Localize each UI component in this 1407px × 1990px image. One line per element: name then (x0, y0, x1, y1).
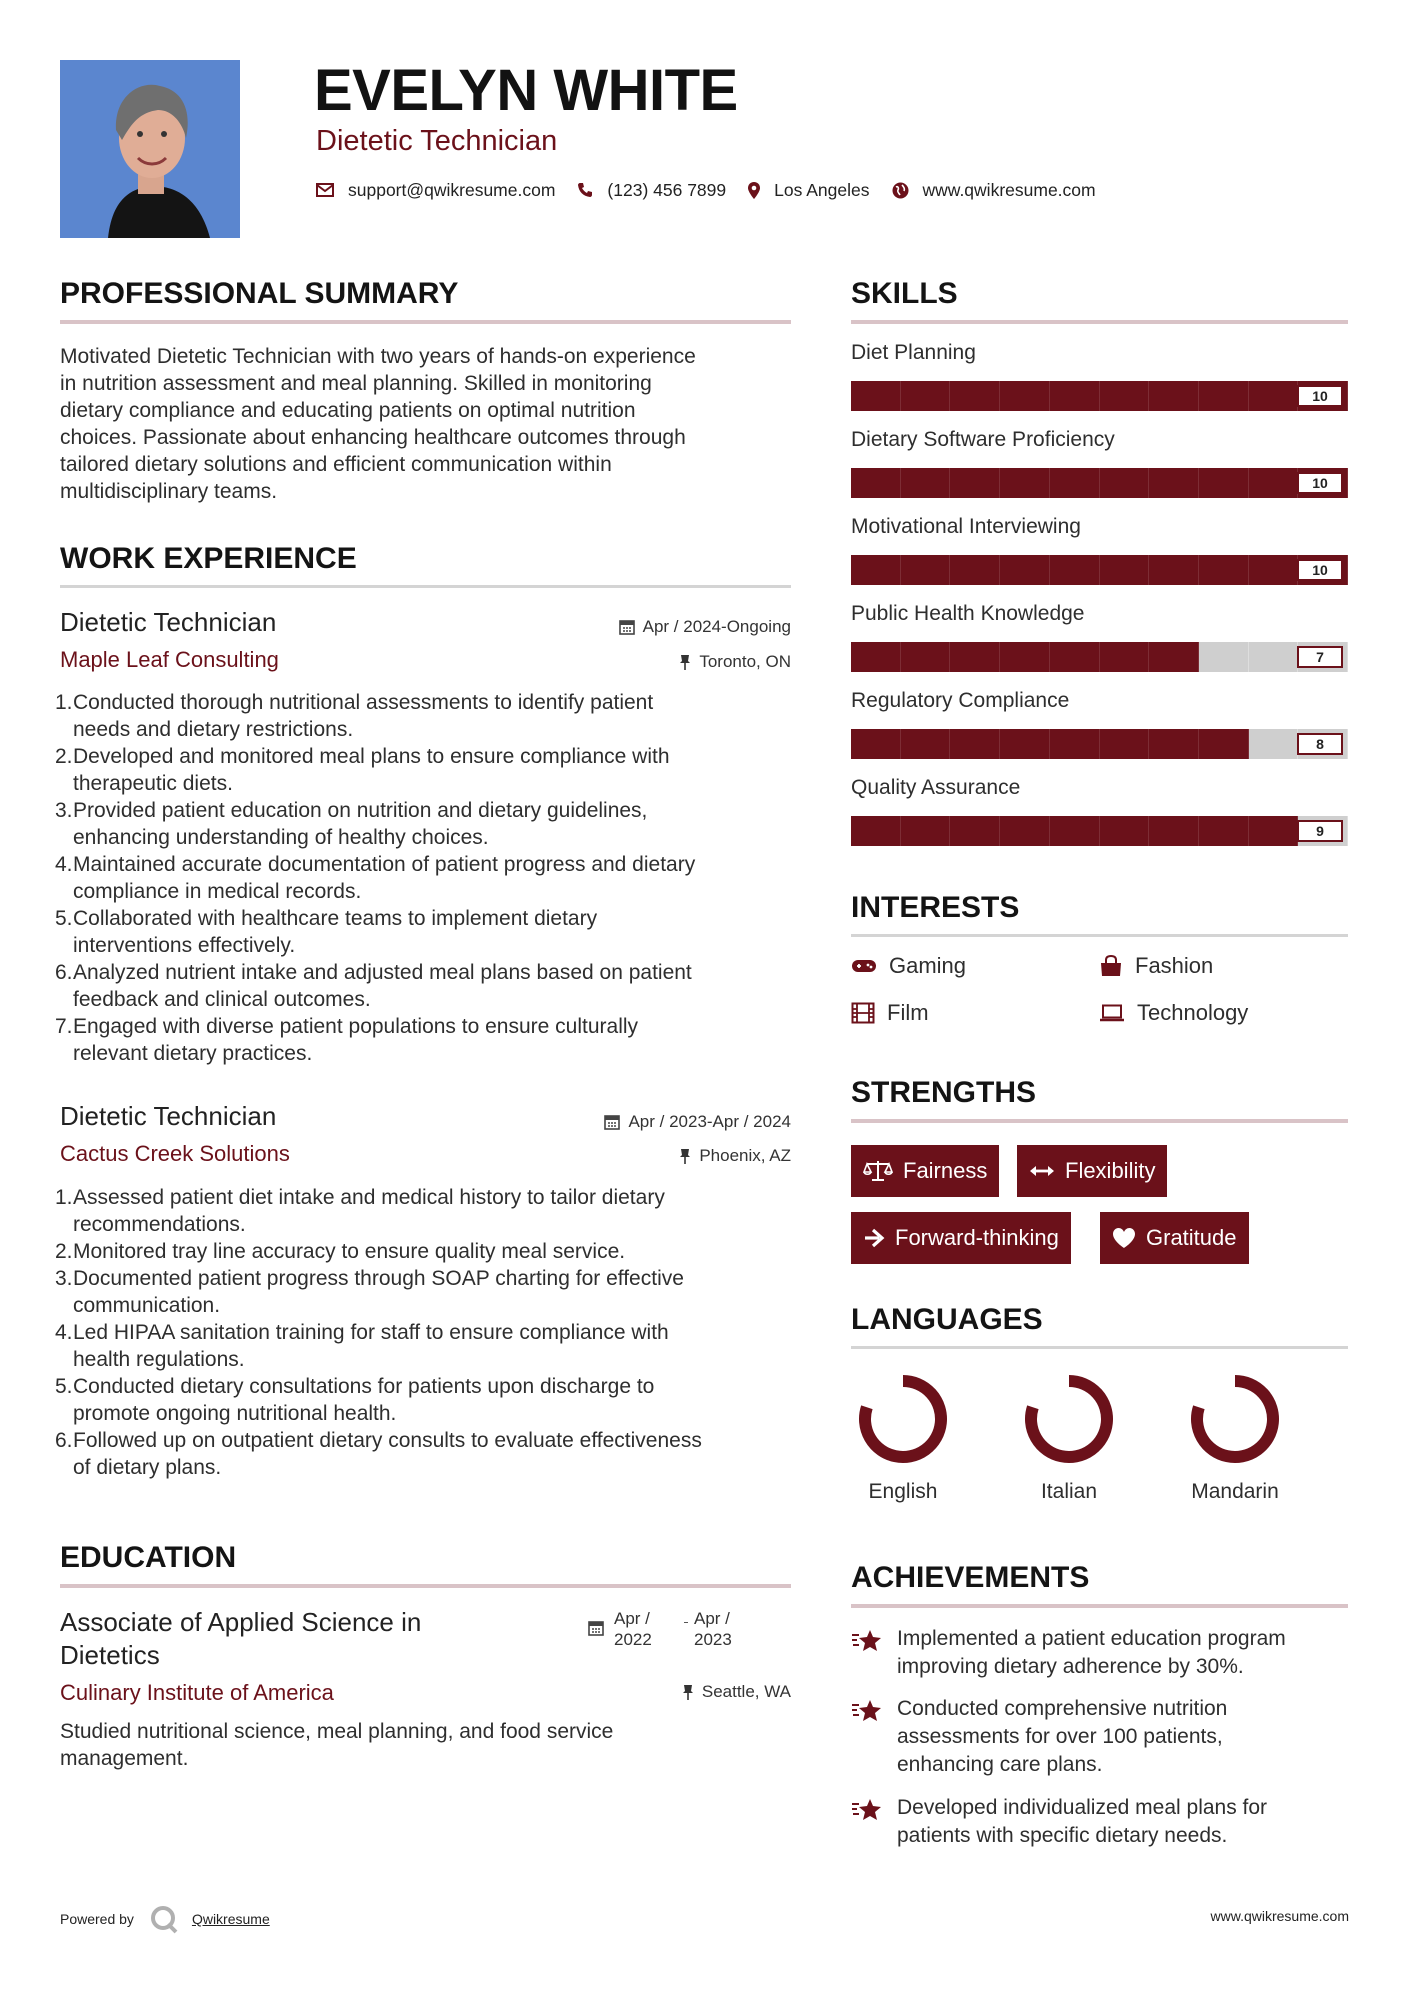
skill-bar-filled-segment (901, 468, 951, 498)
language-level-arc (1031, 1381, 1107, 1457)
website-text: www.qwikresume.com (922, 179, 1096, 200)
job-location (679, 651, 791, 673)
pushpin-icon (682, 1684, 694, 1700)
interest-technology (1099, 1000, 1248, 1026)
job-dates-text: Apr / 2023-Apr / 2024 (628, 1112, 791, 1131)
achievements-rule (851, 1604, 1348, 1608)
interest-label: Fashion (1135, 953, 1214, 978)
language-ring (1002, 1370, 1152, 1470)
skill-bar-filled-segment (1050, 555, 1100, 585)
list-item: 3. Documented patient progress through SOAP charting for effective communication. (55, 1267, 684, 1317)
interest-label: Gaming (889, 953, 967, 978)
skill-bar-empty-segment (1249, 642, 1299, 672)
education-description: Studied nutritional science, meal planning, and food service management. (60, 1720, 614, 1770)
list-item: 4. Led HIPAA sanitation training for staff to ensure compliance with health regulations. (55, 1321, 669, 1371)
calendar-icon (588, 1620, 604, 1636)
skill-label: Motivational Interviewing (851, 515, 1081, 538)
skill-bar-filled-segment (1199, 555, 1249, 585)
job-location-text: Toronto, ON (699, 652, 791, 671)
envelope-icon (316, 183, 334, 197)
skill-item (851, 427, 1348, 514)
skill-bar-filled-segment (1100, 468, 1150, 498)
skill-label: Dietary Software Proficiency (851, 428, 1115, 451)
skill-bar-filled-segment (851, 381, 901, 411)
language-label: Mandarin (1191, 1480, 1279, 1503)
skill-bar-filled-segment (1000, 642, 1050, 672)
achievement-item: Implemented a patient education program improving dietary adherence by 30%. (851, 1625, 1286, 1681)
skill-bar-filled-segment (1199, 468, 1249, 498)
skill-bar-filled-segment (851, 816, 901, 846)
strength-label: Forward-thinking (895, 1225, 1059, 1250)
list-item: 1. Assessed patient diet intake and medical history to tailor dietary recommendations. (55, 1186, 665, 1236)
skill-bar-filled-segment (1000, 381, 1050, 411)
strength-label: Fairness (903, 1158, 988, 1183)
balance-scale-icon (863, 1160, 893, 1182)
list-item: 6. Followed up on outpatient dietary consults to evaluate effectiveness of dietary plans. (55, 1429, 702, 1479)
school-name: Culinary Institute of America (60, 1680, 334, 1705)
skill-bar-filled-segment (901, 642, 951, 672)
skill-bar-filled-segment (1100, 381, 1150, 411)
strength-tag-forward-thinking (851, 1212, 1071, 1264)
education-location (682, 1681, 791, 1703)
languages-list (836, 1370, 1356, 1520)
contact-phone[interactable] (577, 180, 726, 201)
list-item: 1. Conducted thorough nutritional assessments to identify patient needs and dietary restrictions. (55, 691, 654, 741)
strength-label: Flexibility (1065, 1158, 1156, 1183)
skill-bar-filled-segment (851, 468, 901, 498)
languages-heading: LANGUAGES (851, 1303, 1043, 1336)
list-item: 5. Collaborated with healthcare teams to implement dietary interventions effectively. (55, 907, 598, 957)
skills-rule (851, 320, 1348, 324)
skill-bar-filled-segment (901, 555, 951, 585)
location-text: Los Angeles (774, 179, 870, 200)
job-dates (604, 1111, 791, 1133)
education-start: Apr / 2022 (614, 1609, 652, 1649)
award-star-icon (851, 1697, 883, 1725)
candidate-title: Dietetic Technician (316, 125, 558, 157)
pushpin-icon (679, 1148, 691, 1164)
language-label: English (868, 1480, 938, 1503)
achievements-heading: ACHIEVEMENTS (851, 1561, 1090, 1594)
work-heading: WORK EXPERIENCE (60, 542, 357, 575)
pushpin-icon (679, 654, 691, 670)
skill-bar-filled-segment (1149, 729, 1199, 759)
interest-label: Film (887, 1000, 929, 1025)
summary-line: multidisciplinary teams. (60, 480, 278, 503)
skill-bar-filled-segment (1249, 468, 1299, 498)
skill-bar-filled-segment (1050, 816, 1100, 846)
skill-bar-filled-segment (1100, 555, 1150, 585)
skill-bar-filled-segment (1149, 816, 1199, 846)
skill-bar-filled-segment (1000, 468, 1050, 498)
summary-heading: PROFESSIONAL SUMMARY (60, 277, 459, 310)
skill-bar-filled-segment (950, 555, 1000, 585)
contact-location (748, 180, 869, 201)
strength-tag-gratitude (1100, 1212, 1249, 1264)
interest-film (851, 1000, 929, 1026)
job-title: Dietetic Technician (60, 607, 277, 637)
skill-bar-filled-segment (1100, 816, 1150, 846)
skill-level-badge: 10 (1297, 385, 1343, 407)
skill-item (851, 775, 1348, 862)
skill-bar (851, 468, 1348, 498)
award-star-icon (851, 1796, 883, 1824)
skill-bar-filled-segment (950, 381, 1000, 411)
skill-bar-filled-segment (1199, 816, 1249, 846)
strengths-heading: STRENGTHS (851, 1076, 1037, 1109)
skill-bar-filled-segment (1249, 816, 1299, 846)
skill-bar-filled-segment (1249, 555, 1299, 585)
map-pin-icon (748, 182, 760, 199)
interests-heading: INTERESTS (851, 891, 1020, 924)
skill-item (851, 688, 1348, 775)
skill-bar-filled-segment (950, 729, 1000, 759)
degree-title: Associate of Applied Science in Dietetics (60, 1607, 422, 1670)
candidate-name: EVELYN WHITE (314, 58, 738, 123)
skill-bar-filled-segment (950, 816, 1000, 846)
skill-bar (851, 642, 1348, 672)
list-item: 6. Analyzed nutrient intake and adjusted meal plans based on patient feedback and clinical outcomes. (55, 961, 692, 1011)
language-item (1168, 1370, 1318, 1504)
job-company: Maple Leaf Consulting (60, 647, 279, 672)
skill-bar-filled-segment (901, 729, 951, 759)
email-text: support@qwikresume.com (348, 179, 556, 200)
footer-website[interactable]: www.qwikresume.com (1210, 1908, 1349, 1924)
education-end: Apr / 2023 (694, 1609, 732, 1649)
job-dates-text: Apr / 2024-Ongoing (642, 617, 791, 636)
summary-line: in nutrition assessment and meal planning. Skilled in monitoring (60, 372, 652, 395)
contact-bar (316, 178, 1118, 202)
skill-bar-filled-segment (1100, 729, 1150, 759)
calendar-icon (619, 619, 635, 635)
skill-bar-filled-segment (1249, 381, 1299, 411)
interest-gaming (851, 953, 966, 979)
contact-website[interactable] (892, 180, 1096, 201)
education-location-text: Seattle, WA (701, 1682, 791, 1701)
language-item (1002, 1370, 1152, 1504)
language-ring (1168, 1370, 1318, 1470)
skill-bar-filled-segment (1100, 642, 1150, 672)
strength-label: Gratitude (1146, 1225, 1237, 1250)
powered-by-text: Powered by (60, 1911, 134, 1927)
skill-item (851, 601, 1348, 688)
language-level-arc (1197, 1381, 1273, 1457)
skill-bar-filled-segment (950, 468, 1000, 498)
skill-bar (851, 729, 1348, 759)
skill-bar-filled-segment (851, 642, 901, 672)
brand-link[interactable]: Qwikresume (191, 1911, 270, 1927)
job-duties (55, 689, 795, 1067)
skill-bar (851, 816, 1348, 846)
skill-bar-empty-segment (1249, 729, 1299, 759)
list-item: 7. Engaged with diverse patient populations to ensure culturally relevant dietary practices. (55, 1015, 639, 1065)
globe-icon (892, 182, 909, 199)
language-label: Italian (1040, 1480, 1098, 1503)
language-ring (836, 1370, 986, 1470)
arrows-horizontal-icon (1029, 1164, 1055, 1178)
job-company: Cactus Creek Solutions (60, 1141, 290, 1166)
skill-level-badge: 7 (1297, 646, 1343, 668)
summary-line: tailored dietary solutions and efficient communication within (60, 453, 612, 476)
heart-icon (1112, 1227, 1136, 1249)
skill-bar (851, 381, 1348, 411)
language-level-arc (865, 1381, 941, 1457)
profile-photo (60, 60, 240, 238)
achievement-item: Conducted comprehensive nutrition assessments for over 100 patients, enhancing care plans. (851, 1695, 1227, 1779)
skill-label: Quality Assurance (851, 776, 1021, 799)
skill-bar-filled-segment (1149, 381, 1199, 411)
list-item: 2. Developed and monitored meal plans to ensure compliance with therapeutic diets. (55, 745, 670, 795)
skill-bar-filled-segment (1149, 642, 1199, 672)
skill-bar-empty-segment (1199, 642, 1249, 672)
skill-bar-filled-segment (1000, 729, 1050, 759)
skill-item (851, 514, 1348, 601)
strength-tag-fairness (851, 1145, 999, 1197)
skill-level-badge: 9 (1297, 820, 1343, 842)
gamepad-icon (851, 958, 877, 974)
job-title: Dietetic Technician (60, 1101, 277, 1131)
skill-bar-filled-segment (950, 642, 1000, 672)
film-icon (851, 1002, 875, 1024)
skill-bar-filled-segment (1149, 555, 1199, 585)
strength-tag-flexibility (1017, 1145, 1167, 1197)
shopping-bag-icon (1099, 955, 1123, 977)
laptop-icon (1099, 1004, 1125, 1022)
interest-fashion (1099, 953, 1213, 979)
skill-bar-filled-segment (1199, 729, 1249, 759)
language-item (836, 1370, 986, 1504)
job-location (679, 1145, 791, 1167)
summary-line: choices. Passionate about enhancing healthcare outcomes through (60, 426, 686, 449)
skill-level-badge: 8 (1297, 733, 1343, 755)
skill-bar-filled-segment (1050, 729, 1100, 759)
date-dash (684, 1622, 688, 1650)
skill-bar-filled-segment (851, 729, 901, 759)
education-rule (60, 1584, 791, 1588)
skill-bar-filled-segment (1000, 816, 1050, 846)
list-item: 3. Provided patient education on nutrition and dietary guidelines, enhancing understanding of healthy choices. (55, 799, 648, 849)
education-heading: EDUCATION (60, 1541, 237, 1574)
summary-rule (60, 320, 791, 324)
languages-rule (851, 1346, 1348, 1349)
list-item: 5. Conducted dietary consultations for patients upon discharge to promote ongoing nutritional health. (55, 1375, 655, 1425)
list-item: 2. Monitored tray line accuracy to ensure quality meal service. (55, 1240, 626, 1263)
list-item: 4. Maintained accurate documentation of patient progress and dietary compliance in medical records. (55, 853, 696, 903)
skill-bar-filled-segment (851, 555, 901, 585)
phone-icon (577, 182, 593, 198)
skill-level-badge: 10 (1297, 559, 1343, 581)
skill-level-badge: 10 (1297, 472, 1343, 494)
skill-item (851, 340, 1348, 427)
skill-label: Regulatory Compliance (851, 689, 1070, 712)
summary-line: Motivated Dietetic Technician with two years of hands-on experience (60, 345, 696, 368)
skill-bar-filled-segment (1050, 642, 1100, 672)
skill-bar-filled-segment (901, 816, 951, 846)
phone-text: (123) 456 7899 (607, 179, 727, 200)
interests-rule (851, 934, 1348, 937)
job-location-text: Phoenix, AZ (699, 1146, 791, 1165)
skill-label: Public Health Knowledge (851, 602, 1085, 625)
skills-list (851, 340, 1348, 862)
skill-bar-filled-segment (1000, 555, 1050, 585)
interest-label: Technology (1137, 1000, 1249, 1025)
summary-line: dietary compliance and educating patients on optimal nutrition (60, 399, 636, 422)
skill-bar-filled-segment (1149, 468, 1199, 498)
skill-bar-filled-segment (1199, 381, 1249, 411)
skill-label: Diet Planning (851, 341, 976, 364)
contact-email[interactable] (316, 180, 555, 201)
job-dates (619, 616, 791, 638)
job-duties (55, 1184, 795, 1481)
skill-bar (851, 555, 1348, 585)
footer-powered (60, 1904, 270, 1934)
qwikresume-logo-icon (148, 1904, 180, 1934)
arrow-right-icon (863, 1228, 885, 1248)
summary-text (60, 343, 800, 505)
education-dates (588, 1608, 732, 1650)
achievement-item: Developed individualized meal plans for patients with specific dietary needs. (851, 1794, 1267, 1850)
strengths-rule (851, 1119, 1348, 1123)
work-rule (60, 585, 791, 588)
skills-heading: SKILLS (851, 277, 958, 310)
award-star-icon (851, 1627, 883, 1655)
calendar-icon (604, 1114, 620, 1130)
skill-bar-filled-segment (901, 381, 951, 411)
skill-bar-filled-segment (1050, 468, 1100, 498)
skill-bar-filled-segment (1050, 381, 1100, 411)
